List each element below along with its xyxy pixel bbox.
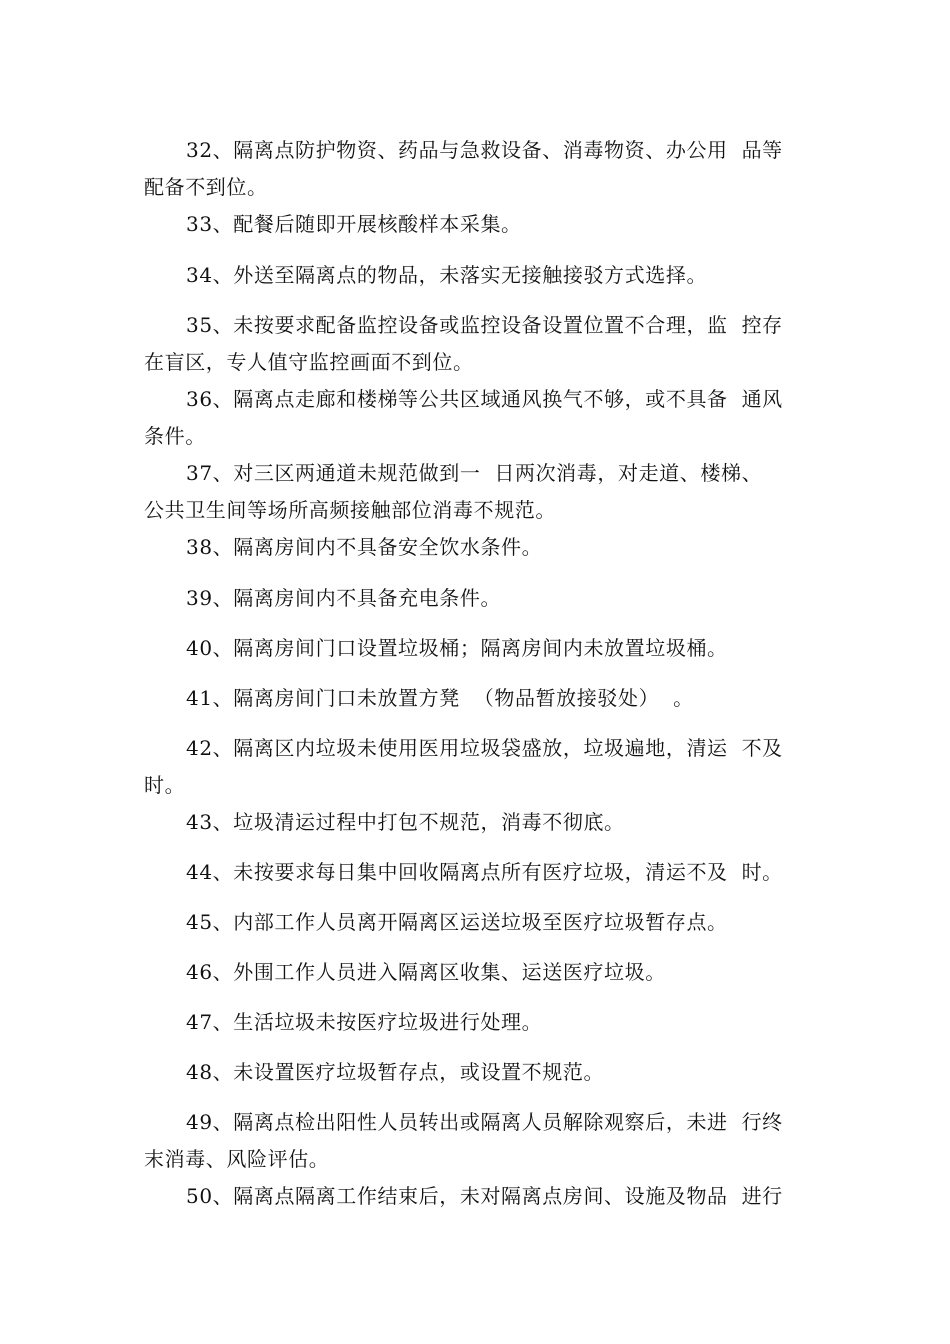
item-47: 47、生活垃圾未按医疗垃圾进行处理。: [186, 1010, 543, 1034]
item-32-line-1: 32、隔离点防护物资、药品与急救设备、消毒物资、办公用 品等: [186, 138, 783, 162]
item-38: 38、隔离房间内不具备安全饮水条件。: [186, 535, 543, 559]
item-41: 41、隔离房间门口未放置方凳 （物品暂放接驳处） 。: [186, 686, 694, 710]
item-36-line-1: 36、隔离点走廊和楼梯等公共区域通风换气不够，或不具备 通风: [186, 387, 783, 411]
item-46: 46、外围工作人员进入隔离区收集、运送医疗垃圾。: [186, 960, 666, 984]
item-43: 43、垃圾清运过程中打包不规范，消毒不彻底。: [186, 810, 625, 834]
item-35-line-1: 35、未按要求配备监控设备或监控设备设置位置不合理，监 控存: [186, 313, 783, 337]
item-37-line-1: 37、对三区两通道未规范做到一 日两次消毒，对走道、楼梯、: [186, 461, 763, 485]
item-44: 44、未按要求每日集中回收隔离点所有医疗垃圾，清运不及 时。: [186, 860, 783, 884]
item-35-line-2: 在盲区，专人值守监控画面不到位。: [144, 350, 474, 374]
item-36-line-2: 条件。: [144, 424, 206, 448]
item-40: 40、隔离房间门口设置垃圾桶；隔离房间内未放置垃圾桶。: [186, 636, 728, 660]
item-42-line-1: 42、隔离区内垃圾未使用医用垃圾袋盛放，垃圾遍地，清运 不及: [186, 736, 783, 760]
item-42-line-2: 时。: [144, 773, 186, 797]
item-49-line-2: 末消毒、风险评估。: [144, 1147, 330, 1171]
item-37-line-2: 公共卫生间等场所高频接触部位消毒不规范。: [144, 498, 556, 522]
item-33: 33、配餐后随即开展核酸样本采集。: [186, 212, 522, 236]
item-50-line-1: 50、隔离点隔离工作结束后，未对隔离点房间、设施及物品 进行: [186, 1184, 783, 1208]
item-45: 45、内部工作人员离开隔离区运送垃圾至医疗垃圾暂存点。: [186, 910, 728, 934]
item-48: 48、未设置医疗垃圾暂存点，或设置不规范。: [186, 1060, 605, 1084]
item-49-line-1: 49、隔离点检出阳性人员转出或隔离人员解除观察后，未进 行终: [186, 1110, 783, 1134]
item-32-line-2: 配备不到位。: [144, 175, 268, 199]
item-34: 34、外送至隔离点的物品，未落实无接触接驳方式选择。: [186, 263, 708, 287]
item-39: 39、隔离房间内不具备充电条件。: [186, 586, 502, 610]
